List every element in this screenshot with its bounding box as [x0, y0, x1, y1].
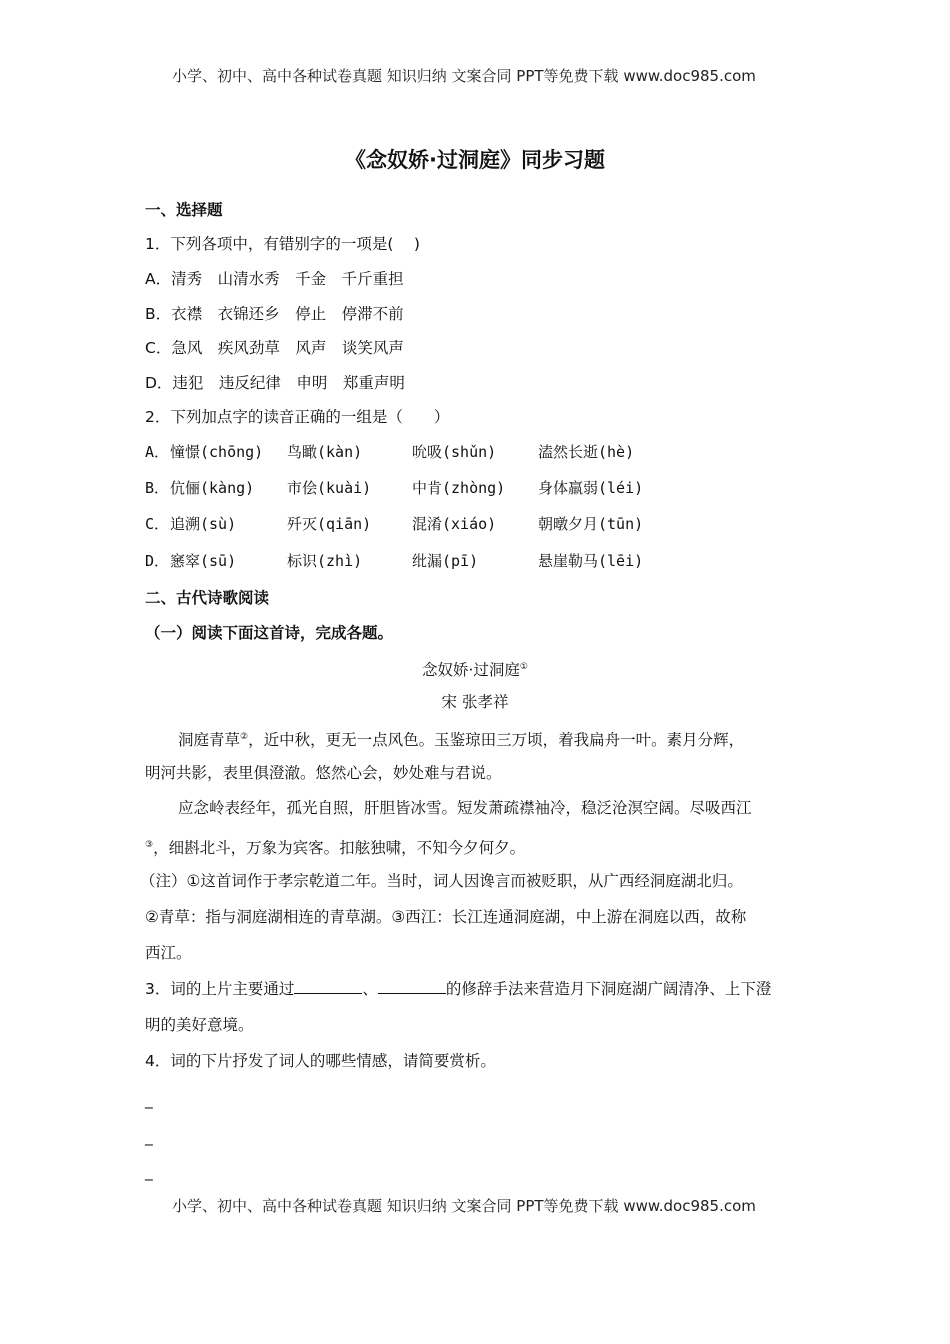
answer-blank-1[interactable] [294, 979, 362, 994]
question-2-item: 纰漏(pī) [412, 552, 479, 570]
question-1-option-b: B．衣襟 衣锦还乡 停止 停滞不前 [145, 305, 404, 323]
question-2-item: 中肯(zhòng) [412, 479, 506, 497]
poem-author: 宋 张孝祥 [441, 693, 509, 711]
question-2-option-label: B． [145, 479, 170, 497]
question-2-option-label: A． [145, 443, 170, 461]
poem-text: ，细斟北斗，万象为宾客。扣舷独啸，不知今夕何夕。 [153, 839, 526, 858]
question-1-option-c: C．急风 疾风劲草 风声 谈笑风声 [145, 339, 404, 357]
poem-text: 洞庭青草 [178, 731, 241, 750]
footnote-marker: ② [240, 732, 249, 742]
question-2-item: 鸟瞰(kàn) [287, 443, 363, 461]
poem-title [0, 657, 950, 680]
question-1-stem: 1．下列各项中，有错别字的一项是( ) [145, 235, 420, 253]
page-title: 《念奴娇·过洞庭》同步习题 [345, 148, 605, 172]
answer-line[interactable]: _ [145, 1128, 153, 1146]
poem-text: ，近中秋，更无一点风色。玉鉴琼田三万顷，着我扁舟一叶。素月分辉， [248, 731, 745, 750]
question-3-line-1 [145, 979, 771, 999]
note-line-2: ②青草：指与洞庭湖相连的青草湖。③西江：长江连通洞庭湖，中上游在洞庭以西，故称 [145, 908, 747, 926]
question-2-item: 朝暾夕月(tūn) [538, 515, 644, 533]
footnote-marker: ① [519, 662, 528, 672]
answer-blank-2[interactable] [378, 979, 446, 994]
question-4-stem: 4．词的下片抒发了词人的哪些情感，请简要赏析。 [145, 1052, 496, 1070]
question-2-item: 悬崖勒马(lēi) [538, 552, 644, 570]
section-heading-choice: 一、选择题 [145, 201, 223, 219]
question-3-text: 3．词的上片主要通过 [145, 980, 295, 998]
question-1-option-d: D．违犯 违反纪律 申明 郑重声明 [145, 374, 405, 392]
note-line-1: （注）①这首词作于孝宗乾道二年。当时，词人因谗言而被贬职，从广西经洞庭湖北归。 [140, 872, 743, 890]
question-2-item: 伉俪(kàng) [170, 479, 255, 497]
question-2-item: 歼灭(qiān) [287, 515, 372, 533]
note-line-3: 西江。 [145, 944, 192, 962]
section-heading-poetry: 二、古代诗歌阅读 [145, 589, 270, 607]
poem-stanza-1-line-2: 明河共影，表里俱澄澈。悠然心会，妙处难与君说。 [145, 764, 502, 782]
question-2-item: 追溯(sù) [170, 515, 237, 533]
page-footer: 小学、初中、高中各种试卷真题 知识归纳 文案合同 PPT等免费下载 www.doc985.com [172, 1197, 756, 1215]
answer-line[interactable]: _ [145, 1163, 153, 1181]
poem-stanza-2-line-2 [145, 835, 525, 858]
question-3-text: 、 [362, 980, 378, 998]
question-2-option-label: D． [145, 552, 170, 570]
question-3-line-2: 明的美好意境。 [145, 1016, 254, 1034]
question-2-item: 吮吸(shǔn) [412, 443, 497, 461]
footnote-marker: ③ [145, 840, 154, 850]
question-2-option-label: C． [145, 515, 170, 533]
poem-stanza-1-line-1 [178, 727, 744, 750]
question-2-item: 憧憬(chōng) [170, 443, 264, 461]
question-3-text: 的修辞手法来营造月下洞庭湖广阔清净、上下澄 [445, 980, 772, 998]
question-2-item: 市侩(kuài) [287, 479, 372, 497]
question-2-item: 标识(zhì) [287, 552, 363, 570]
question-2-item: 窸窣(sū) [170, 552, 237, 570]
subsection-heading: （一）阅读下面这首诗，完成各题。 [145, 624, 394, 642]
question-2-item: 身体羸弱(léi) [538, 479, 644, 497]
question-2-item: 混淆(xiáo) [412, 515, 497, 533]
question-1-option-a: A．清秀 山清水秀 千金 千斤重担 [145, 270, 404, 288]
question-2-item: 溘然长逝(hè) [538, 443, 635, 461]
answer-line[interactable]: _ [145, 1091, 153, 1109]
page-header: 小学、初中、高中各种试卷真题 知识归纳 文案合同 PPT等免费下载 www.doc985.com [172, 67, 756, 85]
question-2-stem: 2．下列加点字的读音正确的一组是（ ） [145, 408, 450, 426]
poem-title-text: 念奴娇·过洞庭 [421, 661, 520, 680]
poem-stanza-2-line-1: 应念岭表经年，孤光自照，肝胆皆冰雪。短发萧疏襟袖冷，稳泛沧溟空阔。尽吸西江 [178, 799, 752, 817]
